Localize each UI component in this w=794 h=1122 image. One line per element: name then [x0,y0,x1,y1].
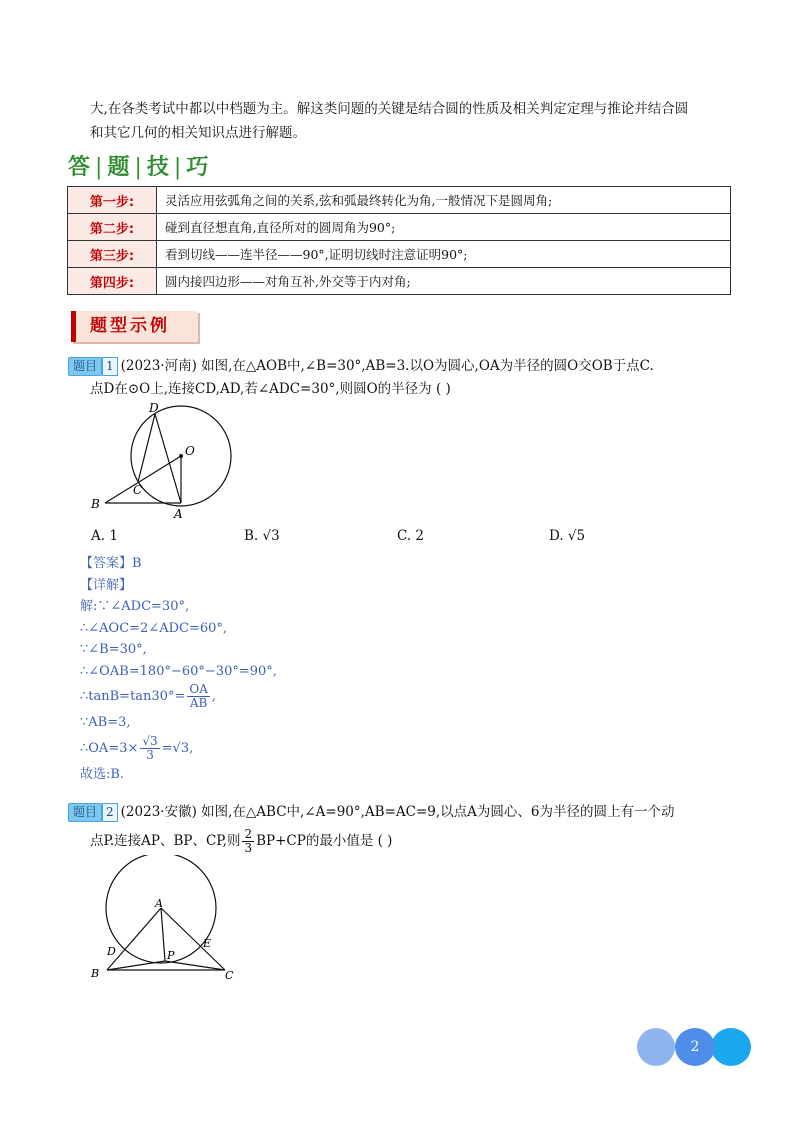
page-badge-circle-right [711,1028,751,1066]
q2-segment-ap [161,908,165,961]
tips-title-part: 巧 [186,154,210,180]
solution-text: ∴tanB=tan30°= [80,689,186,704]
q1-option-c: C. 2 [397,528,425,544]
q2-text-2a: 点P.连接AP、BP、CP,则 [90,833,241,849]
step-label: 第四步: [68,268,157,295]
step-text: 碰到直径想直角,直径所对的圆周角为90°; [157,214,731,241]
q2-label-p: P [167,949,175,962]
q2-label-d: D [107,945,116,958]
q1-option-a: A. 1 [91,528,118,544]
tips-title-part: 题 [107,154,131,180]
section-banner-text: 题型示例 [90,316,170,336]
q2-line-2 [90,826,730,856]
step-label: 第一步: [68,187,157,214]
solution-line: ∴tanB=tan30°= $\frac{OA}{AB}$ , [80,682,217,710]
step-label: 第三步: [68,241,157,268]
tips-title: 答 | 题 | 技 | 巧 [68,154,210,180]
solution-line: 故选:B. [80,766,125,782]
step-row [68,187,731,214]
q2-label-c: C [225,969,234,982]
q1-text-1: (2023·河南) 如图,在△AOB中,∠B=30°,AB=3.以O为圆心,OA为半径的圆O交OB于点C. [120,358,654,374]
q1-center-dot [179,454,183,458]
tips-title-part: 答 [68,154,92,180]
q1-option-d: D. √5 [549,528,586,544]
solution-line: ∵∠B=30°, [80,642,147,657]
q1-line-2: 点D在⊙O上,连接CD,AD,若∠ADC=30°,则圆O的半径为 ( ) [90,381,451,397]
q1-figure [85,400,235,525]
fraction-numerator: 2 [244,827,253,841]
q2-segment-cp [165,961,225,970]
fraction-denominator: AB [189,696,208,710]
answer-value: B [132,556,142,571]
q1-label-a: A [174,507,183,521]
solution-line [80,734,680,764]
solution-line: ∵AB=3, [80,715,131,730]
step-row [68,214,731,241]
fraction-denominator: 3 [244,841,253,855]
q2-fraction [242,828,254,855]
detail-label: 【详解】 [80,577,133,593]
step-text: 圆内接四边形——对角互补,外交等于内对角; [157,268,731,295]
q2-tag: 题目 [68,803,102,822]
intro-line-1: 大,在各类考试中都以中档题为主。解这类问题的关键是结合圆的性质及相关判定定理与推论并结合圆 [90,101,689,117]
page-badge-circle-left [637,1028,675,1066]
q1-tag: 题目 [68,357,102,376]
q1-segment-dc [138,414,155,482]
fraction-sqrt3-3 [140,735,159,762]
step-row [68,268,731,295]
section-banner [71,311,198,342]
solution-line: 解:∵∠ADC=30°, [80,599,190,614]
solution-line: ∴∠OAB=180°−60°−30°=90°, [80,663,277,679]
q1-number: 1 [102,357,118,376]
q1-line-1 [68,355,738,378]
fraction-numerator: √3 [142,733,158,748]
q2-number: 2 [102,803,118,822]
q1-option-b: B. √3 [244,528,280,544]
q2-figure [85,855,245,985]
fraction-numerator: OA [189,682,208,696]
steps-table [67,186,731,295]
q2-label-e: E [203,937,212,950]
q2-line-1 [68,801,738,824]
intro-line-2: 和其它几何的相关知识点进行解题。 [90,125,306,141]
q1-solution [80,553,680,785]
solution-text: ∴OA=3× [80,740,139,756]
solution-line: ∴∠AOC=2∠ADC=60°, [80,620,228,636]
q2-label-b: B [91,967,100,980]
q2-text-1: (2023·安徽) 如图,在△ABC中,∠A=90°,AB=AC=9,以点A为圆心、6为半径的圆上有一个动 [120,804,675,820]
fraction-denominator: 3 [146,747,154,762]
step-label: 第二步: [68,214,157,241]
tips-title-part: 技 [146,154,170,180]
solution-text: =√3, [161,740,194,756]
fraction-oa-ab [187,683,210,710]
q1-label-d: D [149,401,159,415]
answer-label: 【答案】 [80,556,133,571]
q1-label-o: O [185,444,195,458]
q1-answer [80,553,680,575]
step-text: 看到切线——连半径——90°,证明切线时注意证明90°; [157,241,731,268]
step-text: 灵活应用弦弧角之间的关系,弦和弧最终转化为角,一般情况下是圆周角; [157,187,731,214]
q1-label-b: B [91,497,100,511]
q2-text-2b: BP+CP的最小值是 ( ) [256,833,393,849]
step-row [68,241,731,268]
q1-label-c: C [133,483,143,497]
q2-label-a: A [155,897,163,910]
page-number: 2 [690,1039,700,1055]
q2-segment-bp [107,961,165,970]
